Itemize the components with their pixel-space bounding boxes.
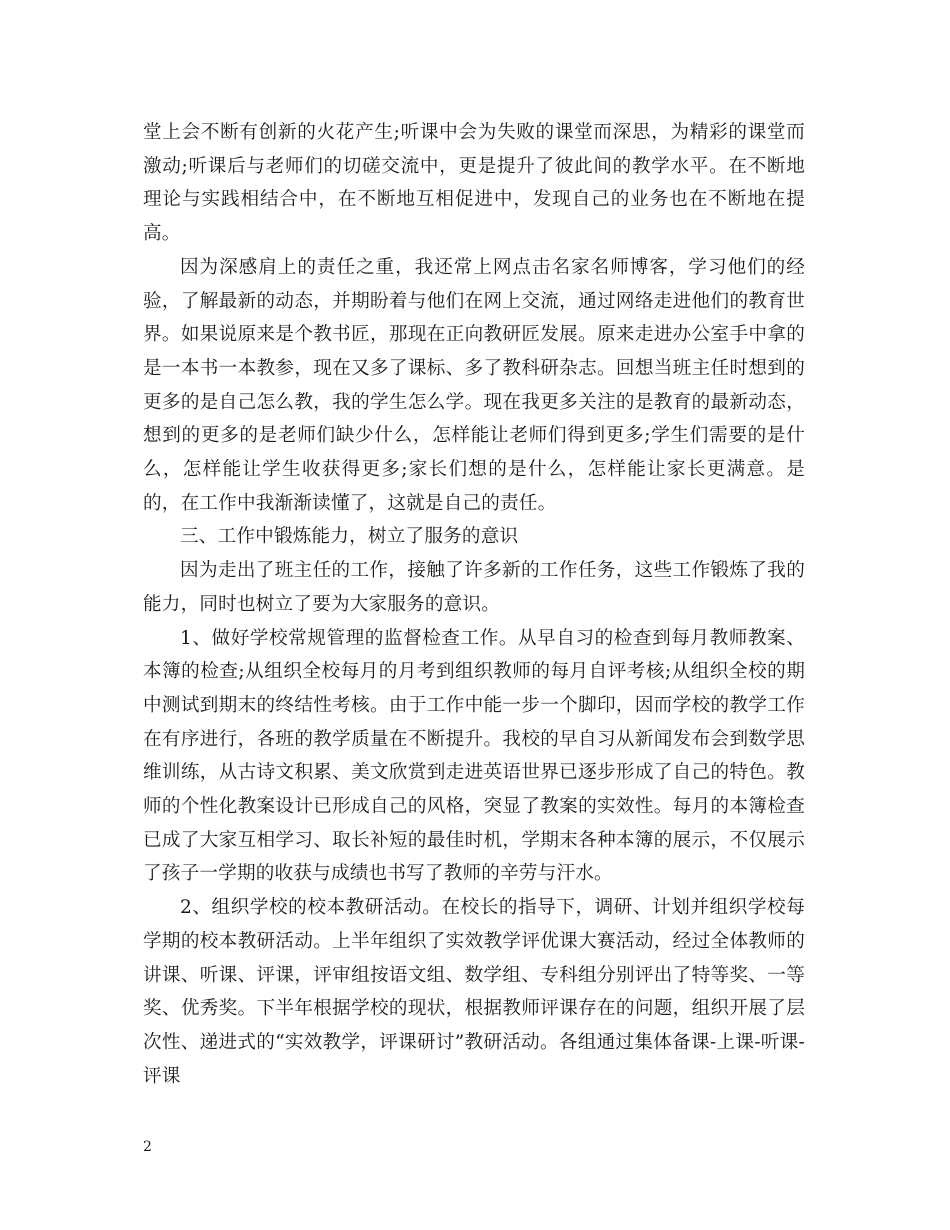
paragraph-item-2: 2、组织学校的校本教研活动。在校长的指导下，调研、计划并组织学校每学期的校本教研活动。上半年组织了实效教学评优课大赛活动，经过全体教师的讲课、听课、评课，评审组按语文组、数学组、专科组分别评出了特等奖、一等奖、优秀奖。下半年根据学校的现状，根据教师评课存在的问题，组织开展了层次性、递进式的“实效教学，评课研讨”教研活动。各组通过集体备课-上课-听课-评课 <box>143 897 805 1087</box>
paragraph-responsibility: 因为深感肩上的责任之重，我还常上网点击名家名师博客，学习他们的经验，了解最新的动态，并期盼着与他们在网上交流，通过网络走进他们的教育世界。如果说原来是个教书匠，那现在正向教研匠发展。原来走进办公室手中拿的是一本书一本教参，现在又多了课标、多了教科研杂志。回想当班主任时想到的更多的是自己怎么教，我的学生怎么学。现在我更多关注的是教育的最新动态，想到的更多的是老师们缺少什么，怎样能让老师们得到更多;学生们需要的是什么，怎样能让学生收获得更多;家长们想的是什么，怎样能让家长更满意。是的，在工作中我渐渐读懂了，这就是自己的责任。 <box>143 256 805 514</box>
document-body <box>143 116 805 1093</box>
paragraph-service-intro: 因为走出了班主任的工作，接触了许多新的工作任务，这些工作锻炼了我的能力，同时也树立了要为大家服务的意识。 <box>143 560 805 615</box>
section-heading: 三、工作中锻炼能力，树立了服务的意识 <box>180 526 519 548</box>
paragraph-continued: 堂上会不断有创新的火花产生;听课中会为失败的课堂而深思，为精彩的课堂而激动;听课后与老师们的切磋交流中，更是提升了彼此间的教学水平。在不断地理论与实践相结合中，在不断地互相促进中，发现自己的业务也在不断地在提高。 <box>143 122 805 245</box>
page-number: 2 <box>143 1139 152 1155</box>
paragraph-item-1: 1、做好学校常规管理的监督检查工作。从早自习的检查到每月教师教案、本簿的检查;从组织全校每月的月考到组织教师的每月自评考核;从组织全校的期中测试到期末的终结性考核。由于工作中能一步一个脚印，因而学校的教学工作在有序进行，各班的教学质量在不断提升。我校的早自习从新闻发布会到数学思维训练，从古诗文积累、美文欣赏到走进英语世界已逐步形成了自己的特色。教师的个性化教案设计已形成自己的风格，突显了教案的实效性。每月的本簿检查已成了大家互相学习、取长补短的最佳时机，学期末各种本簿的展示，不仅展示了孩子一学期的收获与成绩也书写了教师的辛劳与汗水。 <box>143 627 805 885</box>
